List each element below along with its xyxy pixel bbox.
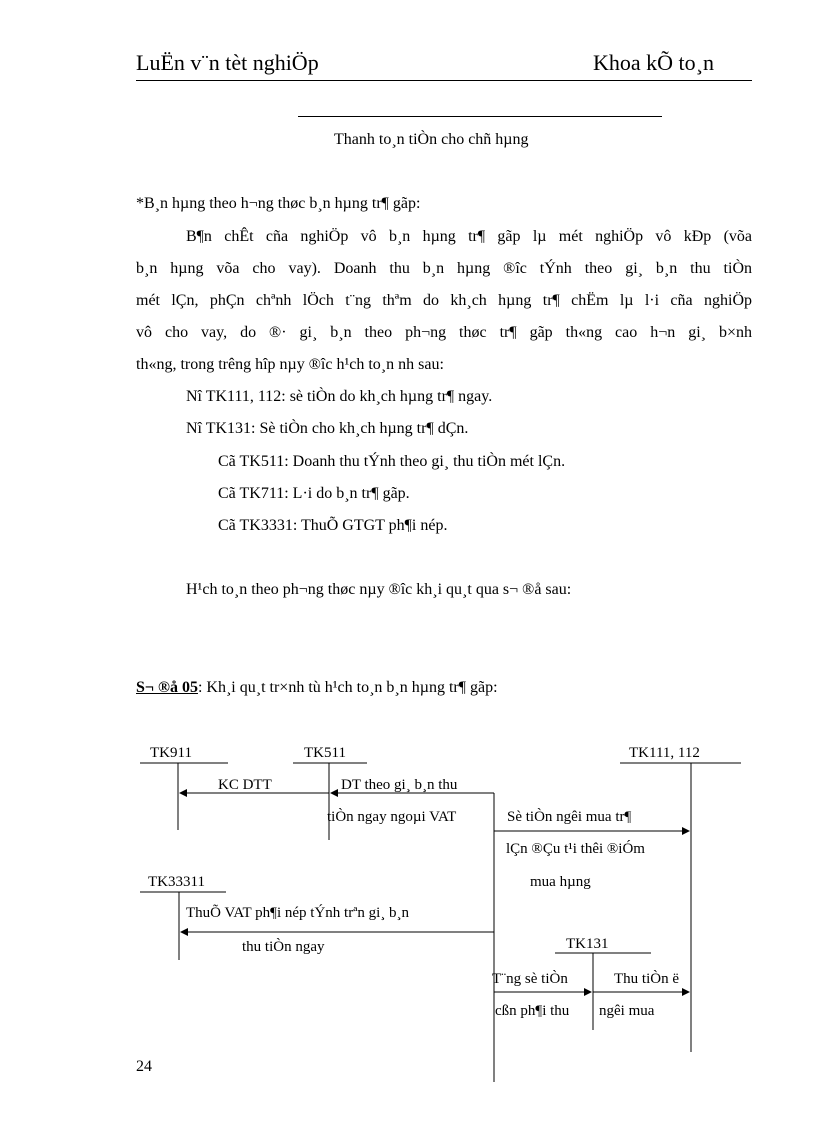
- diagram-label: S¬ ®å 05: [136, 679, 198, 696]
- text-sotien-line3: mua hµng: [530, 874, 591, 890]
- text-sotien-line1: Sè tiÒn ngêi mua tr¶: [507, 809, 632, 825]
- t-account-33311: [140, 892, 226, 960]
- text-tang-line2: cßn ph¶i thu: [495, 1003, 570, 1019]
- paragraph-line-5: th«ng, trong trêng hîp nµy ®îc h¹ch to¸n nh sau:: [136, 356, 444, 373]
- header-right-title: Khoa kÕ to¸n: [593, 50, 714, 75]
- diagram-caption-text: : Kh¸i qu¸t tr×nh tù h¹ch to¸n b¸n hµng tr¶ gãp:: [197, 679, 498, 696]
- label-tk131: TK131: [566, 936, 609, 952]
- text-thue-line1: ThuÕ VAT ph¶i nép tÝnh trªn gi¸ b¸n: [186, 905, 410, 921]
- paragraph-line-3: mét lÇn, phÇn chªnh lÖch t¨ng thªm do kh¸ch hµng tr¶ chËm lµ l·i cña nghiÖp: [136, 292, 752, 309]
- text-sotien-line2: lÇn ®Çu t¹i thêi ®iÓm: [506, 841, 645, 857]
- entry-credit-711: Cã TK711: L·i do b¸n tr¶ gãp.: [218, 485, 410, 502]
- entry-credit-511: Cã TK511: Doanh thu tÝnh theo gi¸ thu tiÒn mét lÇn.: [218, 453, 566, 470]
- text-thu-line1: Thu tiÒn ë: [614, 971, 679, 987]
- entry-debit-131: Nî TK131: Sè tiÒn cho kh¸ch hµng tr¶ dÇn.: [186, 420, 469, 437]
- label-tk911: TK911: [150, 745, 192, 761]
- label-tk511: TK511: [304, 745, 346, 761]
- text-dt-line2: tiÒn ngay ngoµi VAT: [327, 809, 457, 825]
- summary-line: H¹ch to¸n theo ph¬ng thøc nµy ®îc kh¸i qu¸t qua s¬ ®å sau:: [186, 581, 572, 598]
- label-tk111: TK111, 112: [629, 745, 700, 761]
- paragraph-line-4: vô cho vay, do ®· gi¸ b¸n theo ph¬ng thøc tr¶ gãp th«ng cao h¬n gi¸ b×nh: [136, 324, 752, 341]
- paragraph-line-1: B¶n chÊt cña nghiÖp vô b¸n hµng tr¶ gãp lµ mét nghiÖp vô kÐp (võa: [186, 228, 752, 245]
- t-account-511: [293, 763, 367, 840]
- entry-credit-3331: Cã TK3331: ThuÕ GTGT ph¶i nép.: [218, 517, 448, 534]
- entry-debit-111: Nî TK111, 112: sè tiÒn do kh¸ch hµng tr¶ ngay.: [186, 388, 493, 405]
- label-tk33311: TK33311: [148, 874, 205, 890]
- t-account-911: [140, 763, 228, 830]
- text-kc-dtt: KC DTT: [218, 777, 272, 793]
- header-left-title: LuËn v¨n tèt nghiÖp: [136, 50, 319, 75]
- section-heading: *B¸n hµng theo h¬ng thøc b¸n hµng tr¶ gãp:: [136, 195, 421, 212]
- page-number: 24: [136, 1058, 152, 1075]
- text-dt-line1: DT theo gi¸ b¸n thu: [341, 777, 458, 793]
- subtitle: Thanh to¸n tiÒn cho chñ hµng: [334, 131, 529, 148]
- paragraph-line-2: b¸n hµng võa cho vay). Doanh thu b¸n hµng ®îc tÝnh theo gi¸ b¸n thu tiÒn: [136, 260, 752, 277]
- text-thue-line2: thu tiÒn ngay: [242, 939, 325, 955]
- text-thu-line2: ngêi mua: [599, 1003, 655, 1019]
- text-tang-line1: T¨ng sè tiÒn: [492, 971, 568, 987]
